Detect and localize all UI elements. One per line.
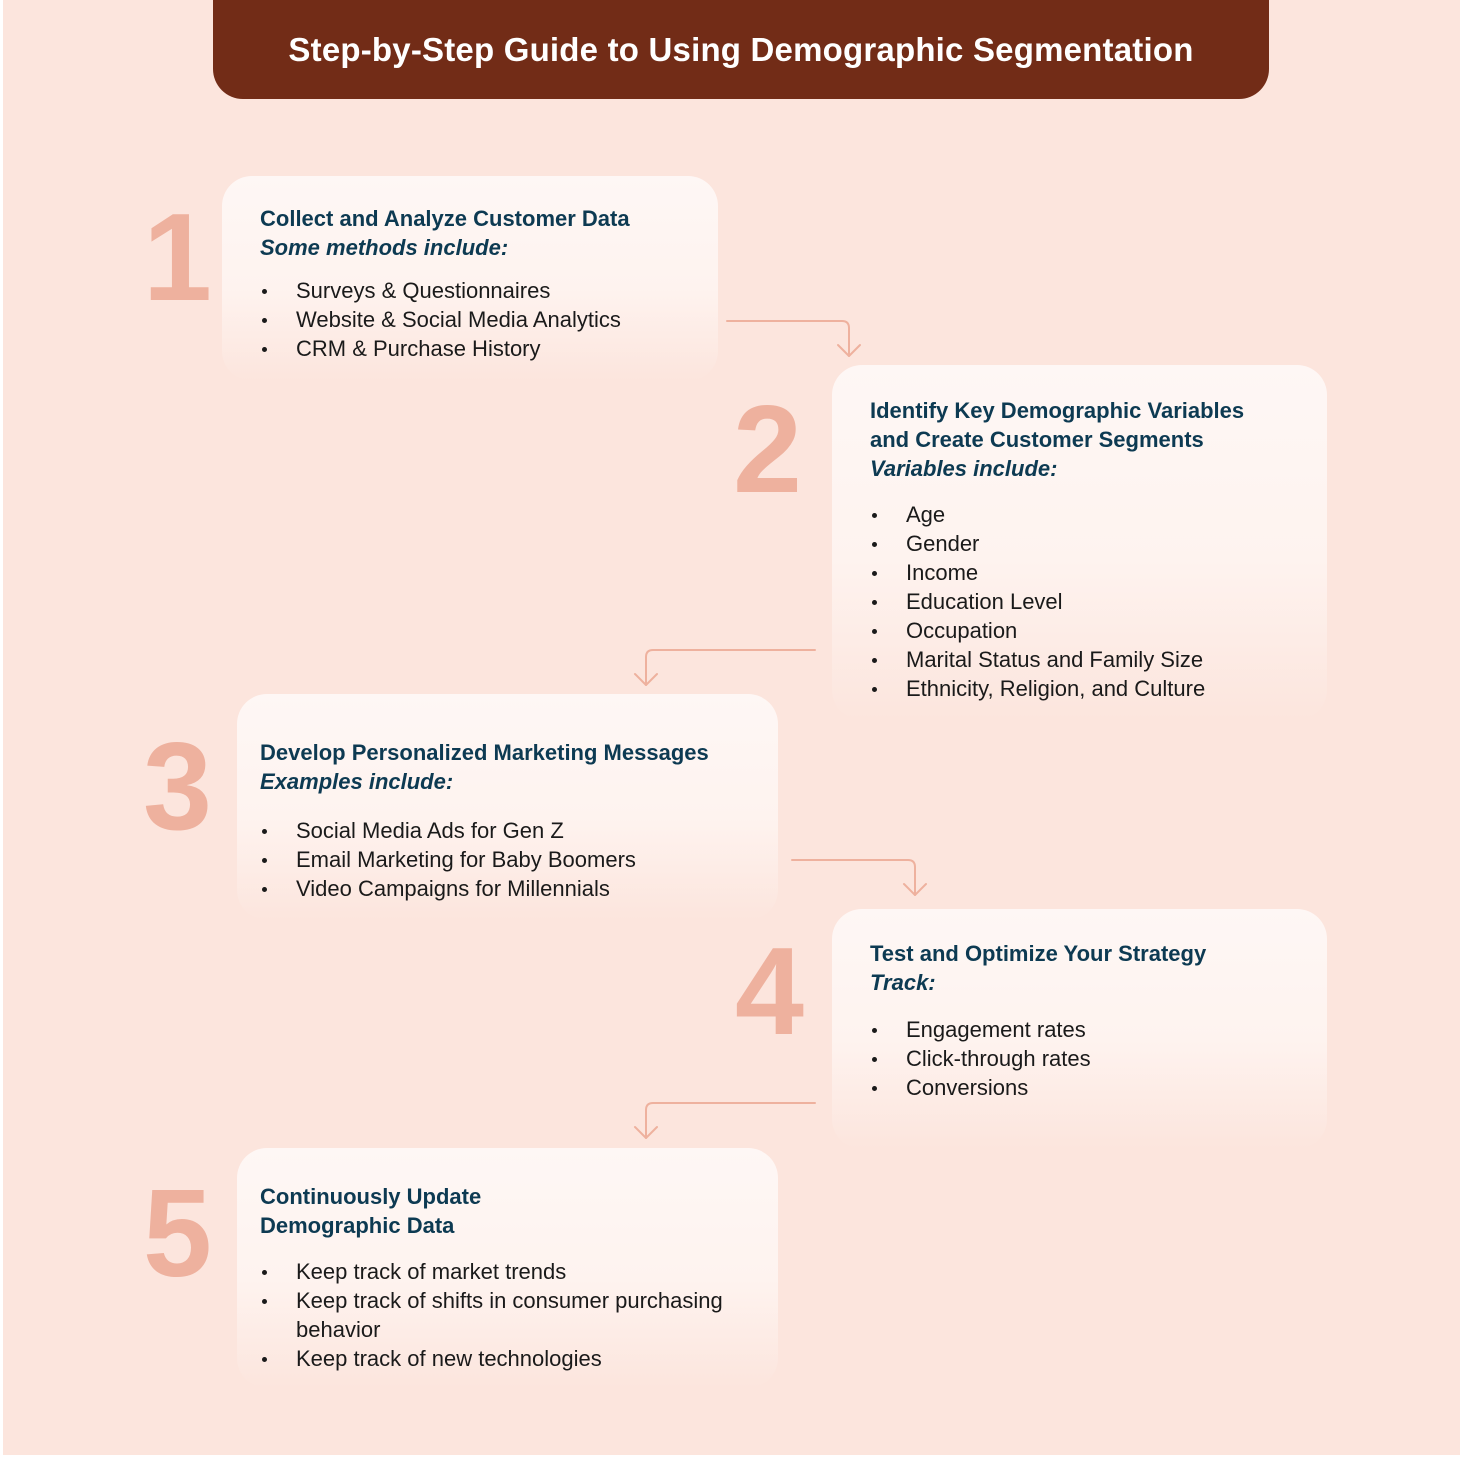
step-list xyxy=(870,1015,1327,1102)
list-item: Ethnicity, Religion, and Culture xyxy=(870,674,1327,703)
list-item: Click-through rates xyxy=(870,1044,1327,1073)
list-item: Keep track of market trends xyxy=(260,1257,730,1286)
arrow-step2-to-step3 xyxy=(635,650,815,685)
step-list xyxy=(260,1257,730,1373)
list-item: Keep track of shifts in consumer purchasing behavior xyxy=(260,1286,730,1344)
step-card-1 xyxy=(222,176,718,381)
list-item: Education Level xyxy=(870,587,1327,616)
arrow-step3-to-step4 xyxy=(792,860,926,895)
step-title: Continuously Update xyxy=(260,1184,482,1209)
step-subtitle: Variables include: xyxy=(870,456,1058,481)
step-card-5 xyxy=(237,1148,778,1388)
list-item: Occupation xyxy=(870,616,1327,645)
step-card-3 xyxy=(237,694,778,920)
page-title: Step-by-Step Guide to Using Demographic Segmentation xyxy=(288,30,1194,68)
step-title-line2: Demographic Data xyxy=(260,1213,455,1238)
list-item: Website & Social Media Analytics xyxy=(260,305,718,334)
list-item: Age xyxy=(870,500,1327,529)
list-item: Engagement rates xyxy=(870,1015,1327,1044)
step-subtitle: Examples include: xyxy=(260,769,454,794)
step-card-4 xyxy=(832,909,1327,1149)
step-number-4: 4 xyxy=(735,923,804,1061)
list-item: Marital Status and Family Size xyxy=(870,645,1327,674)
list-item: Keep track of new technologies xyxy=(260,1344,730,1373)
list-item: Social Media Ads for Gen Z xyxy=(260,816,778,845)
step-number-3: 3 xyxy=(143,718,212,856)
step-subtitle: Track: xyxy=(870,970,936,995)
list-item: Conversions xyxy=(870,1073,1327,1102)
step-list xyxy=(260,276,718,363)
step-subtitle: Some methods include: xyxy=(260,235,509,260)
step-title-line2: and Create Customer Segments xyxy=(870,427,1204,452)
step-list xyxy=(260,816,778,903)
list-item: Video Campaigns for Millennials xyxy=(260,874,778,903)
list-item: CRM & Purchase History xyxy=(260,334,718,363)
step-title: Test and Optimize Your Strategy xyxy=(870,941,1207,966)
list-item: Income xyxy=(870,558,1327,587)
step-list xyxy=(870,500,1327,703)
step-number-5: 5 xyxy=(143,1165,212,1303)
step-title: Collect and Analyze Customer Data xyxy=(260,206,630,231)
step-number-1: 1 xyxy=(143,189,212,327)
list-item: Gender xyxy=(870,529,1327,558)
step-number-2: 2 xyxy=(733,381,802,519)
step-title: Develop Personalized Marketing Messages xyxy=(260,740,709,765)
list-item: Email Marketing for Baby Boomers xyxy=(260,845,778,874)
arrow-step4-to-step5 xyxy=(635,1103,815,1138)
arrow-step1-to-step2 xyxy=(727,321,860,356)
step-card-2 xyxy=(832,365,1327,720)
list-item: Surveys & Questionnaires xyxy=(260,276,718,305)
step-title: Identify Key Demographic Variables xyxy=(870,398,1245,423)
